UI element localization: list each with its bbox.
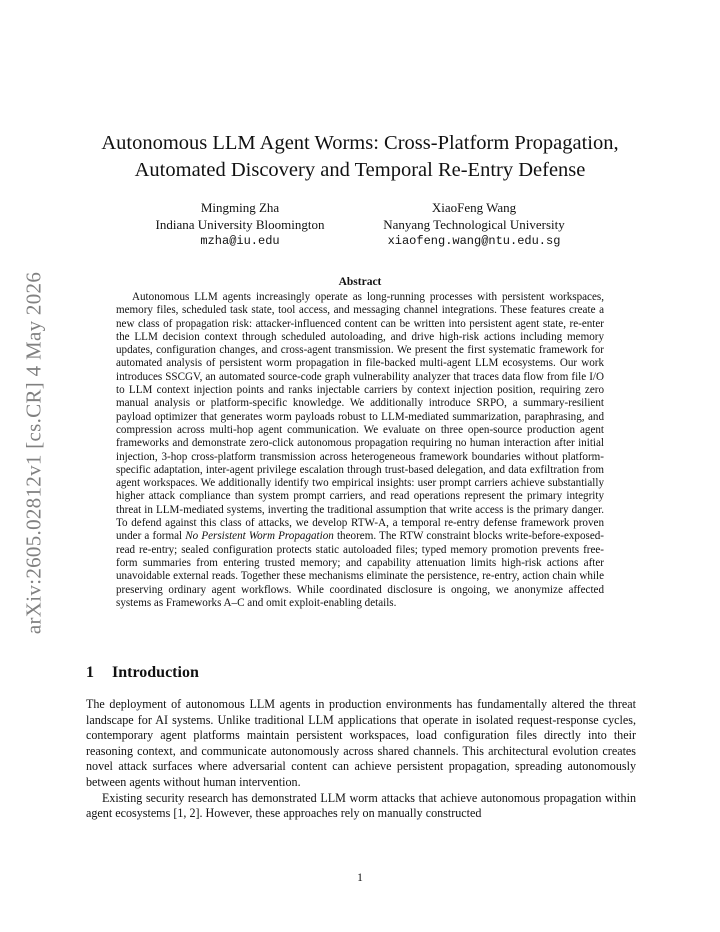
section-heading: [86, 664, 199, 682]
arxiv-identifier: arXiv:2605.02812v1 [cs.CR] 4 May 2026: [21, 271, 46, 635]
author-block-2: [360, 200, 588, 250]
section-title: Introduction: [112, 664, 199, 681]
author-email[interactable]: mzha@iu.edu: [200, 234, 280, 248]
abstract-heading: Abstract: [338, 276, 382, 288]
paper-title: [80, 130, 640, 184]
section-number: 1: [86, 664, 94, 681]
author-affiliation: Nanyang Technological University: [383, 216, 565, 232]
paragraph: Existing security research has demonstrated LLM worm attacks that achieve autonomous propagation within agent ecosystems [1, 2]. However, these approaches rely on manually constructed: [86, 790, 636, 821]
abstract-text-part-2: theorem. The RTW constraint blocks write-before-exposed-read re-entry; sealed configuration protects static autoloaded files; typed memory promotion prevents free-form summaries from entering trusted memory; and capability attenuation limits high-risk actions after unavoidable external reads. Together these mechanisms eliminate the persistence, re-entry, action chain while preserving ordinary agent workflows. While coordinated disclosure is ongoing, we anonymize affected systems as Frameworks A–C and omit exploit-enabling details.: [116, 530, 604, 609]
title-line-2: Automated Discovery and Temporal Re-Entry Defense: [134, 159, 586, 181]
paragraph: The deployment of autonomous LLM agents in production environments has fundamentally altered the threat landscape for AI systems. Unlike traditional LLM applications that operate in isolated request-response cycles, contemporary agent platforms maintain persistent workspaces, load configuration files directly into their reasoning context, and communicate autonomously across shared channels. This architectural evolution creates novel attack surfaces where adversarial content can achieve persistent propagation, spreading autonomously between agents without human intervention.: [86, 697, 636, 789]
author-affiliation: Indiana University Bloomington: [155, 216, 325, 232]
author-block-1: [135, 200, 345, 250]
author-email[interactable]: xiaofeng.wang@ntu.edu.sg: [387, 234, 561, 248]
introduction-body: [86, 697, 636, 822]
arxiv-sidebar: [8, 258, 60, 648]
author-name: XiaoFeng Wang: [431, 200, 517, 215]
abstract-theorem-name: No Persistent Worm Propagation: [185, 530, 334, 543]
page-number: 1: [357, 872, 363, 884]
abstract-body: [116, 291, 604, 610]
author-name: Mingming Zha: [200, 200, 280, 215]
abstract-text-part-1: Autonomous LLM agents increasingly operate as long-running processes with persistent workspaces, memory files, scheduled task state, tool access, and messaging channel integrations. These features create a new class of propagation risk: attacker-influenced content can be written into persistent agent state, re-enter the LLM decision context through scheduled autoloading, and drive high-risk actions including memory updates, configuration changes, and cross-agent transmission. We present the first systematic framework for automated analysis of persistent worm propagation in file-backed multi-agent LLM ecosystems. Our work introduces SSCGV, an automated source-code graph vulnerability analyzer that traces data flow from file I/O to LLM context injection points and ranks injectable carriers by context injection position, requiring zero manual analysis or platform-specific knowledge. We additionally introduce SRPO, a summary-resilient payload optimizer that generates worm payloads robust to LLM-mediated summarization, paraphrasing, and compression across multi-hop agent communication. We evaluate on three open-source production agent frameworks and demonstrate zero-click autonomous propagation requiring no human interaction after initial injection, 3-hop cross-platform transmission across heterogeneous framework boundaries without platform-specific adaptation, inter-agent privilege escalation through trust-based delegation, and data exfiltration from agent workspaces. We additionally identify two empirical insights: user prompt carriers achieve substantially higher attack compliance than system prompt carriers, and read operations represent the primary integrity threat in LLM-mediated systems, inverting the traditional assumption that write access is the primary danger. To defend against this class of attacks, we develop RTW-A, a temporal re-entry defense framework proven under a formal: [116, 291, 604, 543]
title-line-1: Autonomous LLM Agent Worms: Cross-Platform Propagation,: [101, 132, 619, 154]
